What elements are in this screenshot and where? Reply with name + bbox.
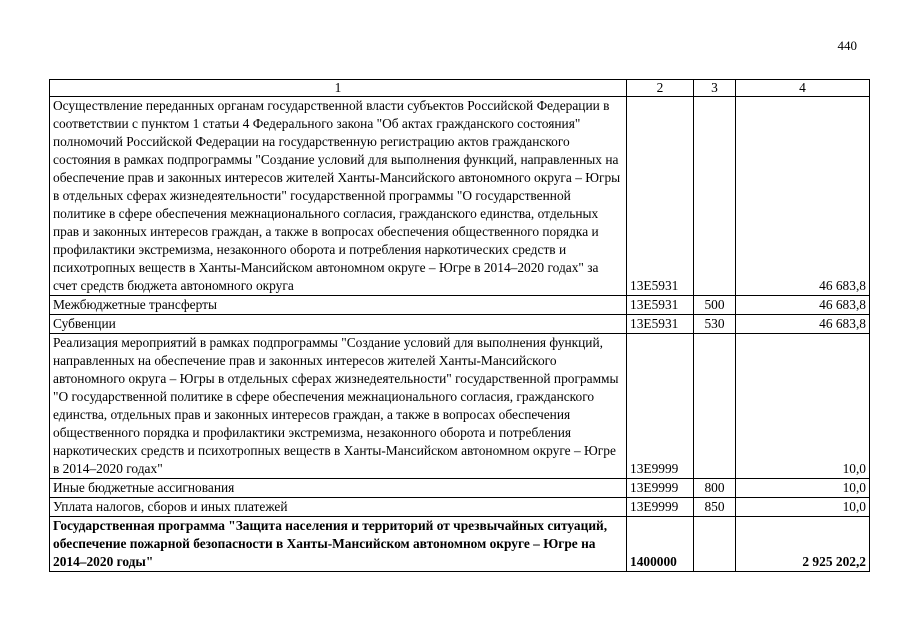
row-vr-code: [694, 517, 736, 572]
row-csr-code: 13Е5931: [627, 315, 694, 334]
row-csr-code: 1400000: [627, 517, 694, 572]
row-amount: 2 925 202,2: [736, 517, 870, 572]
page-number: 440: [837, 38, 857, 53]
row-name: Иные бюджетные ассигнования: [50, 479, 627, 498]
row-amount: 10,0: [736, 334, 870, 479]
column-header-sum: 4: [736, 80, 870, 97]
row-name: Субвенции: [50, 315, 627, 334]
row-csr-code: 13Е9999: [627, 498, 694, 517]
table-row-program-total: [50, 517, 870, 572]
row-name: Государственная программа "Защита населения и территорий от чрезвычайных ситуаций, обеспечение пожарной безопасности в Ханты-Мансийском автономном округе – Югре на 2014–2020 годы": [50, 517, 627, 572]
row-amount: 46 683,8: [736, 315, 870, 334]
row-vr-code: 530: [694, 315, 736, 334]
row-amount: 46 683,8: [736, 97, 870, 296]
row-name: Реализация мероприятий в рамках подпрограммы "Создание условий для выполнения функций, направленных на обеспечение прав и законных интересов жителей Ханты-Мансийского автономного округа – Югры в отдельных сферах жизнедеятельности" государственной программы "О государственной политике в сфере обеспечения межнационального согласия, гражданского единства, отдельных прав и законных интересов граждан, а также в вопросах обеспечения общественного порядка и профилактики экстремизма, незаконного оборота и потребления наркотических средств и психотропных веществ в Ханты-Мансийском автономном округе – Югре в 2014–2020 годах": [50, 334, 627, 479]
table-header-row: [50, 80, 870, 97]
row-vr-code: 850: [694, 498, 736, 517]
row-vr-code: 500: [694, 296, 736, 315]
row-vr-code: [694, 334, 736, 479]
table-row: [50, 479, 870, 498]
row-amount: 10,0: [736, 498, 870, 517]
row-amount: 10,0: [736, 479, 870, 498]
column-header-vr: 3: [694, 80, 736, 97]
table-row: [50, 498, 870, 517]
row-csr-code: 13Е9999: [627, 479, 694, 498]
row-name: Уплата налогов, сборов и иных платежей: [50, 498, 627, 517]
row-amount: 46 683,8: [736, 296, 870, 315]
table-row: [50, 334, 870, 479]
row-csr-code: 13Е9999: [627, 334, 694, 479]
row-name: Межбюджетные трансферты: [50, 296, 627, 315]
table-row: [50, 97, 870, 296]
column-header-name: 1: [50, 80, 627, 97]
row-name: Осуществление переданных органам государственной власти субъектов Российской Федерации в соответствии с пунктом 1 статьи 4 Федерального закона "Об актах гражданского состояния" полномочий Российской Федерации на государственную регистрацию актов гражданского состояния в рамках подпрограммы "Создание условий для выполнения функций, направленных на обеспечение прав и законных интересов жителей Ханты-Мансийского автономного округа – Югры в отдельных сферах жизнедеятельности" государственной программы "О государственной политике в сфере обеспечения межнационального согласия, гражданского единства, отдельных прав и законных интересов граждан, а также в вопросах обеспечения общественного порядка и профилактики экстремизма, незаконного оборота и потребления наркотических средств и психотропных веществ в Ханты-Мансийском автономном округе – Югре в 2014–2020 годах" за счет средств бюджета автономного округа: [50, 97, 627, 296]
row-vr-code: 800: [694, 479, 736, 498]
column-header-csr: 2: [627, 80, 694, 97]
table-row: [50, 296, 870, 315]
row-csr-code: 13Е5931: [627, 97, 694, 296]
budget-table: [49, 79, 870, 572]
row-vr-code: [694, 97, 736, 296]
row-csr-code: 13Е5931: [627, 296, 694, 315]
table-row: [50, 315, 870, 334]
